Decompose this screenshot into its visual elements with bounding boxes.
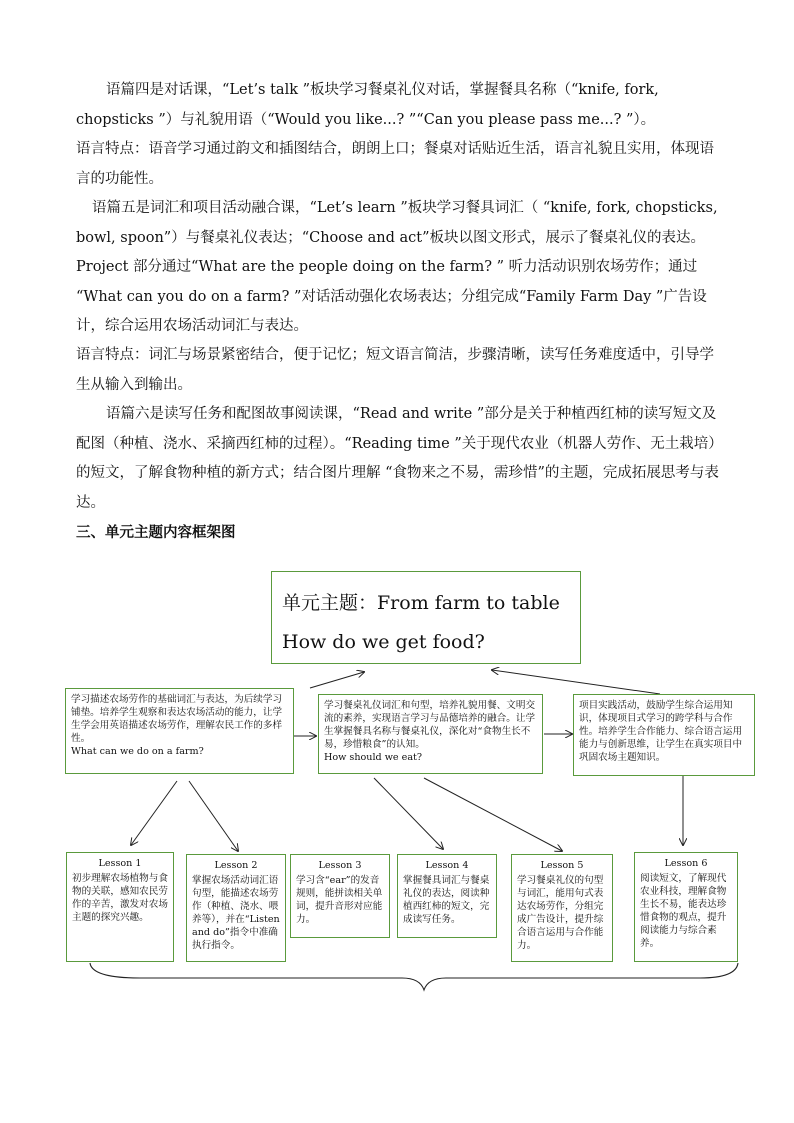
- unit-theme-box: [271, 571, 581, 664]
- brace: [90, 963, 738, 990]
- arrow-to-lesson5: [424, 778, 562, 851]
- language-feature-1: 语言特点：语音学习通过韵文和插图结合，朗朗上口；餐桌对话贴近生活，语言礼貌且实用，体现语言的功能性。: [76, 141, 714, 187]
- lesson-box-5: [511, 854, 613, 962]
- paragraph-text-5: 语篇五是词汇和项目活动融合课，“Let’s learn ”板块学习餐具词汇（ “knife, fork, chopsticks, bowl, spoon”）与餐桌礼仪表达；“Choose and act”板块以图文形式，展示了餐桌礼仪的表达。Project 部分通过“What are the people doing on the farm? ” 听力活动识别农场劳作；通过 “What can you do on a farm? ”对话活动强化农场表达；分组完成“Family Farm Day ”广告设计，综合运用农场活动词汇与表达。: [76, 200, 718, 334]
- unit-theme-title: 单元主题：From farm to table: [282, 592, 560, 614]
- unit-theme-question: How do we get food?: [282, 631, 485, 653]
- arrow-left-to-theme: [310, 672, 364, 688]
- language-feature-2: 语言特点：词汇与场景紧密结合，便于记忆；短文语言简洁，步骤清晰，读写任务难度适中，引导学生从输入到输出。: [76, 347, 714, 393]
- arrow-to-lesson2: [189, 781, 238, 851]
- section-heading: 三、单元主题内容框架图: [76, 524, 236, 541]
- lesson-title: Lesson 4: [425, 860, 469, 871]
- lesson-description: 阅读短文，了解现代农业科技，理解食物生长不易，能表达珍惜食物的观点，提升阅读能力与综合素养。: [640, 873, 727, 949]
- lesson-description: 初步理解农场植物与食物的关联，感知农民劳作的辛苦，激发对农场主题的探究兴趣。: [72, 873, 168, 923]
- goal-box-middle: 学习餐桌礼仪词汇和句型，培养礼貌用餐、文明交流的素养，实现语言学习与品德培养的融合。让学生掌握餐具名称与餐桌礼仪，深化对“食物生长不易，珍惜粮食”的认知。 How should we eat?: [318, 694, 543, 774]
- lesson-title: Lesson 2: [214, 860, 258, 871]
- lesson-description: 学习含“ear”的发音规则，能拼读相关单词，提升音形对应能力。: [296, 875, 383, 925]
- paragraph-text-6: 语篇六是读写任务和配图故事阅读课，“Read and write ”部分是关于种植西红柿的读写短文及配图（种植、浇水、采摘西红柿的过程）。“Reading time ”关于现代农业（机器人劳作、无土栽培）的短文，了解食物种植的新方式；结合图片理解 “食物来之不易，需珍惜”的主题，完成拓展思考与表达。: [76, 406, 723, 511]
- lesson-description: 掌握餐具词汇与餐桌礼仪的表达，阅读种植西红柿的短文，完成读写任务。: [403, 875, 490, 925]
- arrow-right-to-theme: [492, 670, 660, 694]
- lesson-box-3: [290, 854, 390, 938]
- goal-box-left: 学习描述农场劳作的基础词汇与表达，为后续学习铺垫。培养学生观察和表达农场活动的能力，让学生学会用英语描述农场劳作，理解农民工作的多样性。 What can we do on a farm?: [65, 688, 294, 774]
- lesson-box-6: [634, 852, 738, 962]
- paragraph-text-4: 语篇四是对话课，“Let’s talk ”板块学习餐桌礼仪对话，掌握餐具名称（“knife, fork, chopsticks ”）与礼貌用语（“Would you like...? ”“Can you please pass me...? ”）。: [76, 82, 659, 128]
- lesson-box-4: [397, 854, 497, 938]
- lesson-box-2: [186, 854, 286, 962]
- arrow-to-lesson1: [131, 781, 177, 845]
- lesson-description: 学习餐桌礼仪的句型与词汇，能用句式表达农场劳作，分组完成广告设计，提升综合语言运用与合作能力。: [517, 875, 604, 951]
- lesson-title: Lesson 5: [540, 860, 584, 871]
- goal-box-right: 项目实践活动，鼓励学生综合运用知识，体现项目式学习的跨学科与合作性。培养学生合作能力、综合语言运用能力与创新思维，让学生在真实项目中巩固农场主题知识。: [573, 694, 755, 776]
- lesson-box-1: [66, 852, 174, 962]
- lesson-description: 掌握农场活动词汇语句型，能描述农场劳作（种植、浇水、喂养等），并在“Listen and do”指令中准确执行指令。: [192, 875, 280, 951]
- arrow-to-lesson4: [374, 778, 443, 849]
- lesson-title: Lesson 6: [664, 858, 708, 869]
- lesson-title: Lesson 3: [318, 860, 362, 871]
- lesson-title: Lesson 1: [98, 858, 142, 869]
